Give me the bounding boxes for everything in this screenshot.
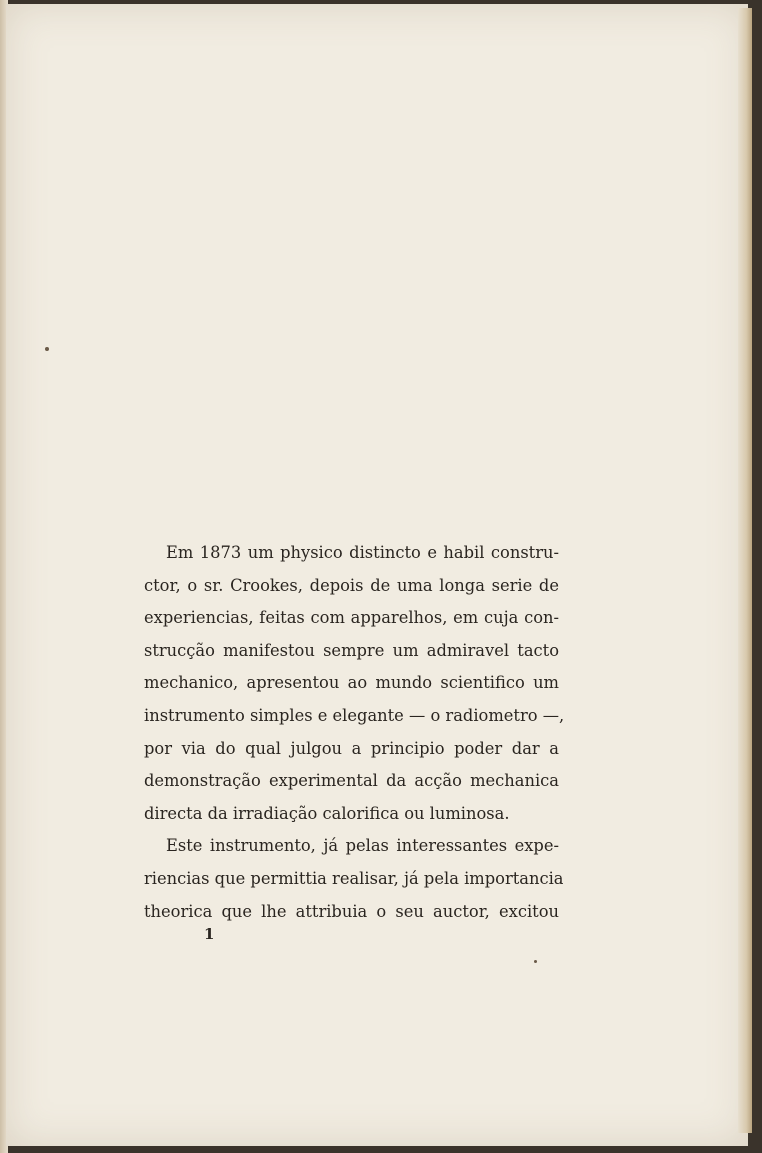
body-text	[144, 537, 565, 928]
paper-speck	[45, 347, 49, 351]
text-line: demonstração experimental da acção mechanica	[144, 771, 559, 791]
page-number: 1	[204, 925, 215, 943]
text-line: instrumento simples e elegante — o radiometro —,	[144, 705, 565, 725]
text-line: Em 1873 um physico distincto e habil constru-	[166, 543, 559, 562]
paper-speck	[534, 960, 537, 963]
paragraph-2	[144, 830, 564, 928]
text-line: mechanico, apresentou ao mundo scientifico um	[144, 673, 559, 693]
text-line: directa da irradiação calorifica ou luminosa.	[144, 803, 510, 823]
text-line: experiencias, feitas com apparelhos, em cuja con-	[144, 608, 559, 628]
text-line: Este instrumento, já pelas interessantes expe-	[166, 836, 559, 856]
text-line: por via do qual julgou a principio poder dar a	[144, 738, 559, 758]
paragraph-1	[144, 537, 565, 830]
text-line: strucção manifestou sempre um admiravel tacto	[144, 640, 559, 660]
text-line: riencias que permittia realisar, já pela importancia	[144, 868, 564, 888]
text-line: theorica que lhe attribuia o seu auctor, excitou	[144, 901, 559, 921]
page-right-edge	[738, 8, 752, 1133]
text-line: ctor, o sr. Crookes, depois de uma longa serie de	[144, 575, 559, 595]
